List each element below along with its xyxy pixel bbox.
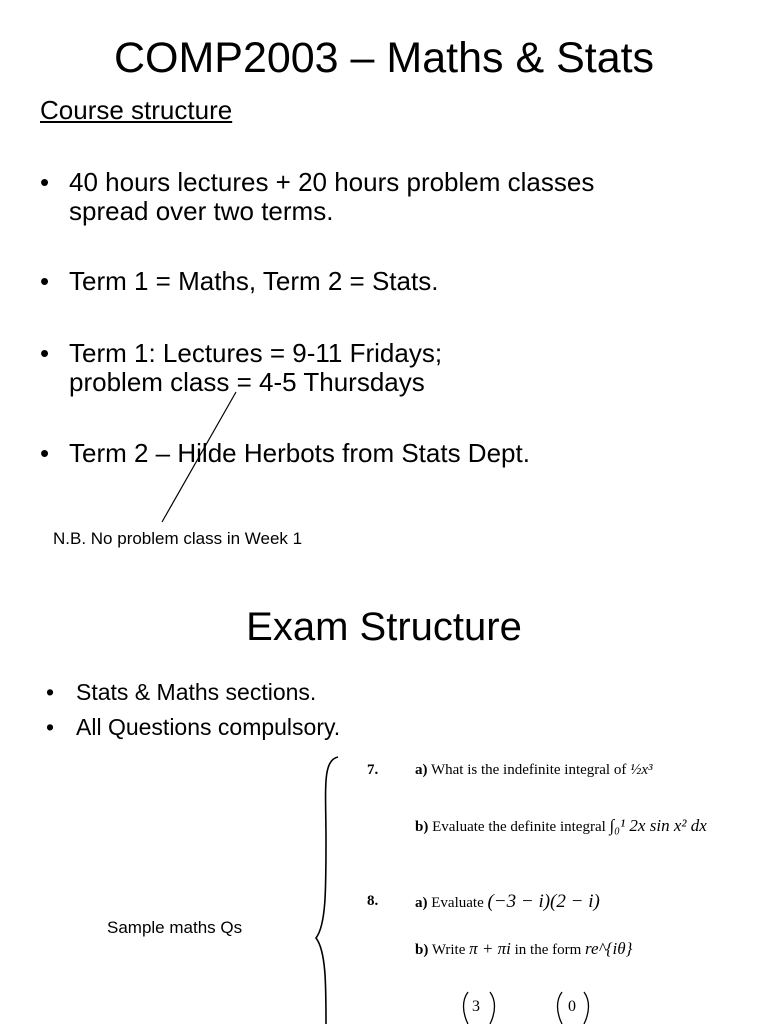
part-text-2: in the form [514,942,582,958]
exam-structure-heading: Exam Structure [246,605,522,649]
part-math: (−3 − i)(2 − i) [487,891,600,912]
sample-questions-label: Sample maths Qs [107,918,243,937]
bullet-dot: • [46,679,55,705]
bullet-line-1: Term 1 = Maths, Term 2 = Stats. [69,266,439,296]
page-title: COMP2003 – Maths & Stats [113,34,655,82]
part-math: π + πi [469,939,511,958]
part-label: b) [415,942,429,958]
bullet-line-2: spread over two terms. [69,196,334,226]
question-7-number: 7. [367,762,379,778]
bullet-text: All Questions compulsory. [76,714,341,740]
bullet-line-2: problem class = 4-5 Thursdays [69,367,425,397]
question-8-number: 8. [367,893,379,909]
part-math-2: re^{iθ} [585,939,633,958]
bullet-dot: • [40,338,50,368]
part-math: ∫₀¹ 2x sin x² dx [609,816,707,835]
part-text: Evaluate [431,895,484,911]
bullet-text: Stats & Maths sections. [76,679,317,705]
bullet-line-1: Term 1: Lectures = 9-11 Fridays; [69,338,443,368]
part-label: a) [415,762,428,778]
part-text: Write [431,942,466,958]
bullet-dot: • [46,714,55,740]
part-text: What is the indefinite integral of [430,762,627,778]
part-text: Evaluate the definite integral [432,819,606,835]
part-math: ½x³ [630,762,653,778]
vector-1-value: 3 [472,998,480,1015]
bullet-line-1: 40 hours lectures + 20 hours problem classes [69,167,595,197]
course-structure-heading: Course structure [40,95,233,125]
bullet-dot: • [40,266,50,296]
bullet-line-1: Term 2 – Hilde Herbots from Stats Dept. [69,438,530,468]
bullet-dot: • [40,167,50,197]
part-label: a) [415,895,428,911]
bullet-dot: • [40,438,50,468]
vector-2-value: 0 [568,998,576,1015]
nb-note: N.B. No problem class in Week 1 [53,529,303,548]
part-label: b) [415,819,429,835]
